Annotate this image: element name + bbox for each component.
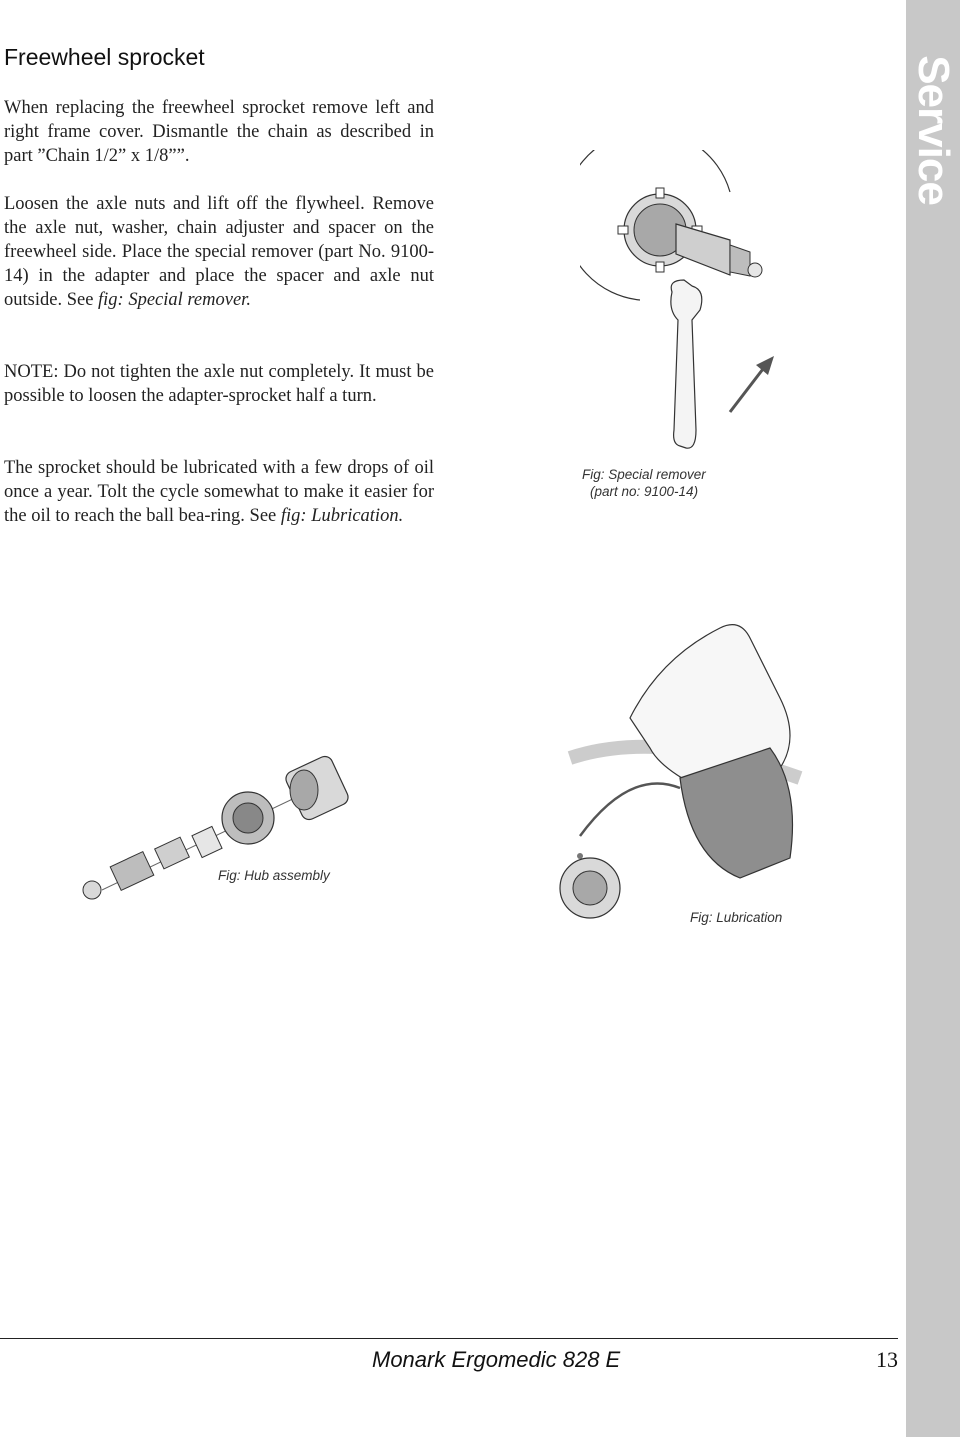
paragraph-procedure-text: Loosen the axle nuts and lift off the flywheel. Remove the axle nut, washer, chain adjuster and spacer on the freewheel side. Place the special remover (part No. 9100-14) in the adapter and place the spacer and axle nut outside. See [4,194,434,310]
side-tab [906,0,960,1437]
paragraph-note: NOTE: Do not tighten the axle nut completely. It must be possible to loosen the adapter-sprocket half a turn. [4,362,434,406]
hub-assembly-illustration [72,740,372,920]
footer-divider [0,1338,898,1339]
caption-hub-assembly: Fig: Hub assembly [218,868,330,883]
paragraph-lubrication-text: The sprocket should be lubricated with a few drops of oil once a year. Tolt the cycle somewhat to make it easier for the oil to reach the ball bea-ring. See [4,458,434,526]
figure-reference-lubrication: fig: Lubrication. [280,506,404,526]
footer-title: Monark Ergomedic 828 E [372,1347,621,1372]
lubrication-illustration [540,598,840,948]
special-remover-illustration [580,150,800,470]
caption-special-remover: Fig: Special remover [582,467,706,482]
side-tab-label: Service [909,55,958,205]
paragraph-intro: When replacing the freewheel sprocket remove left and right frame cover. Dismantle the chain as described in part ”Chain 1/2” x 1/8””. [4,98,434,166]
paragraph-lubrication [4,456,434,528]
figure-reference-special-remover: fig: Special remover. [98,290,251,310]
page-number: 13 [876,1347,898,1372]
caption-lubrication: Fig: Lubrication [690,910,783,925]
caption-special-remover-part: (part no: 9100-14) [590,484,699,499]
section-title: Freewheel sprocket [4,44,205,70]
paragraph-procedure [4,192,434,312]
